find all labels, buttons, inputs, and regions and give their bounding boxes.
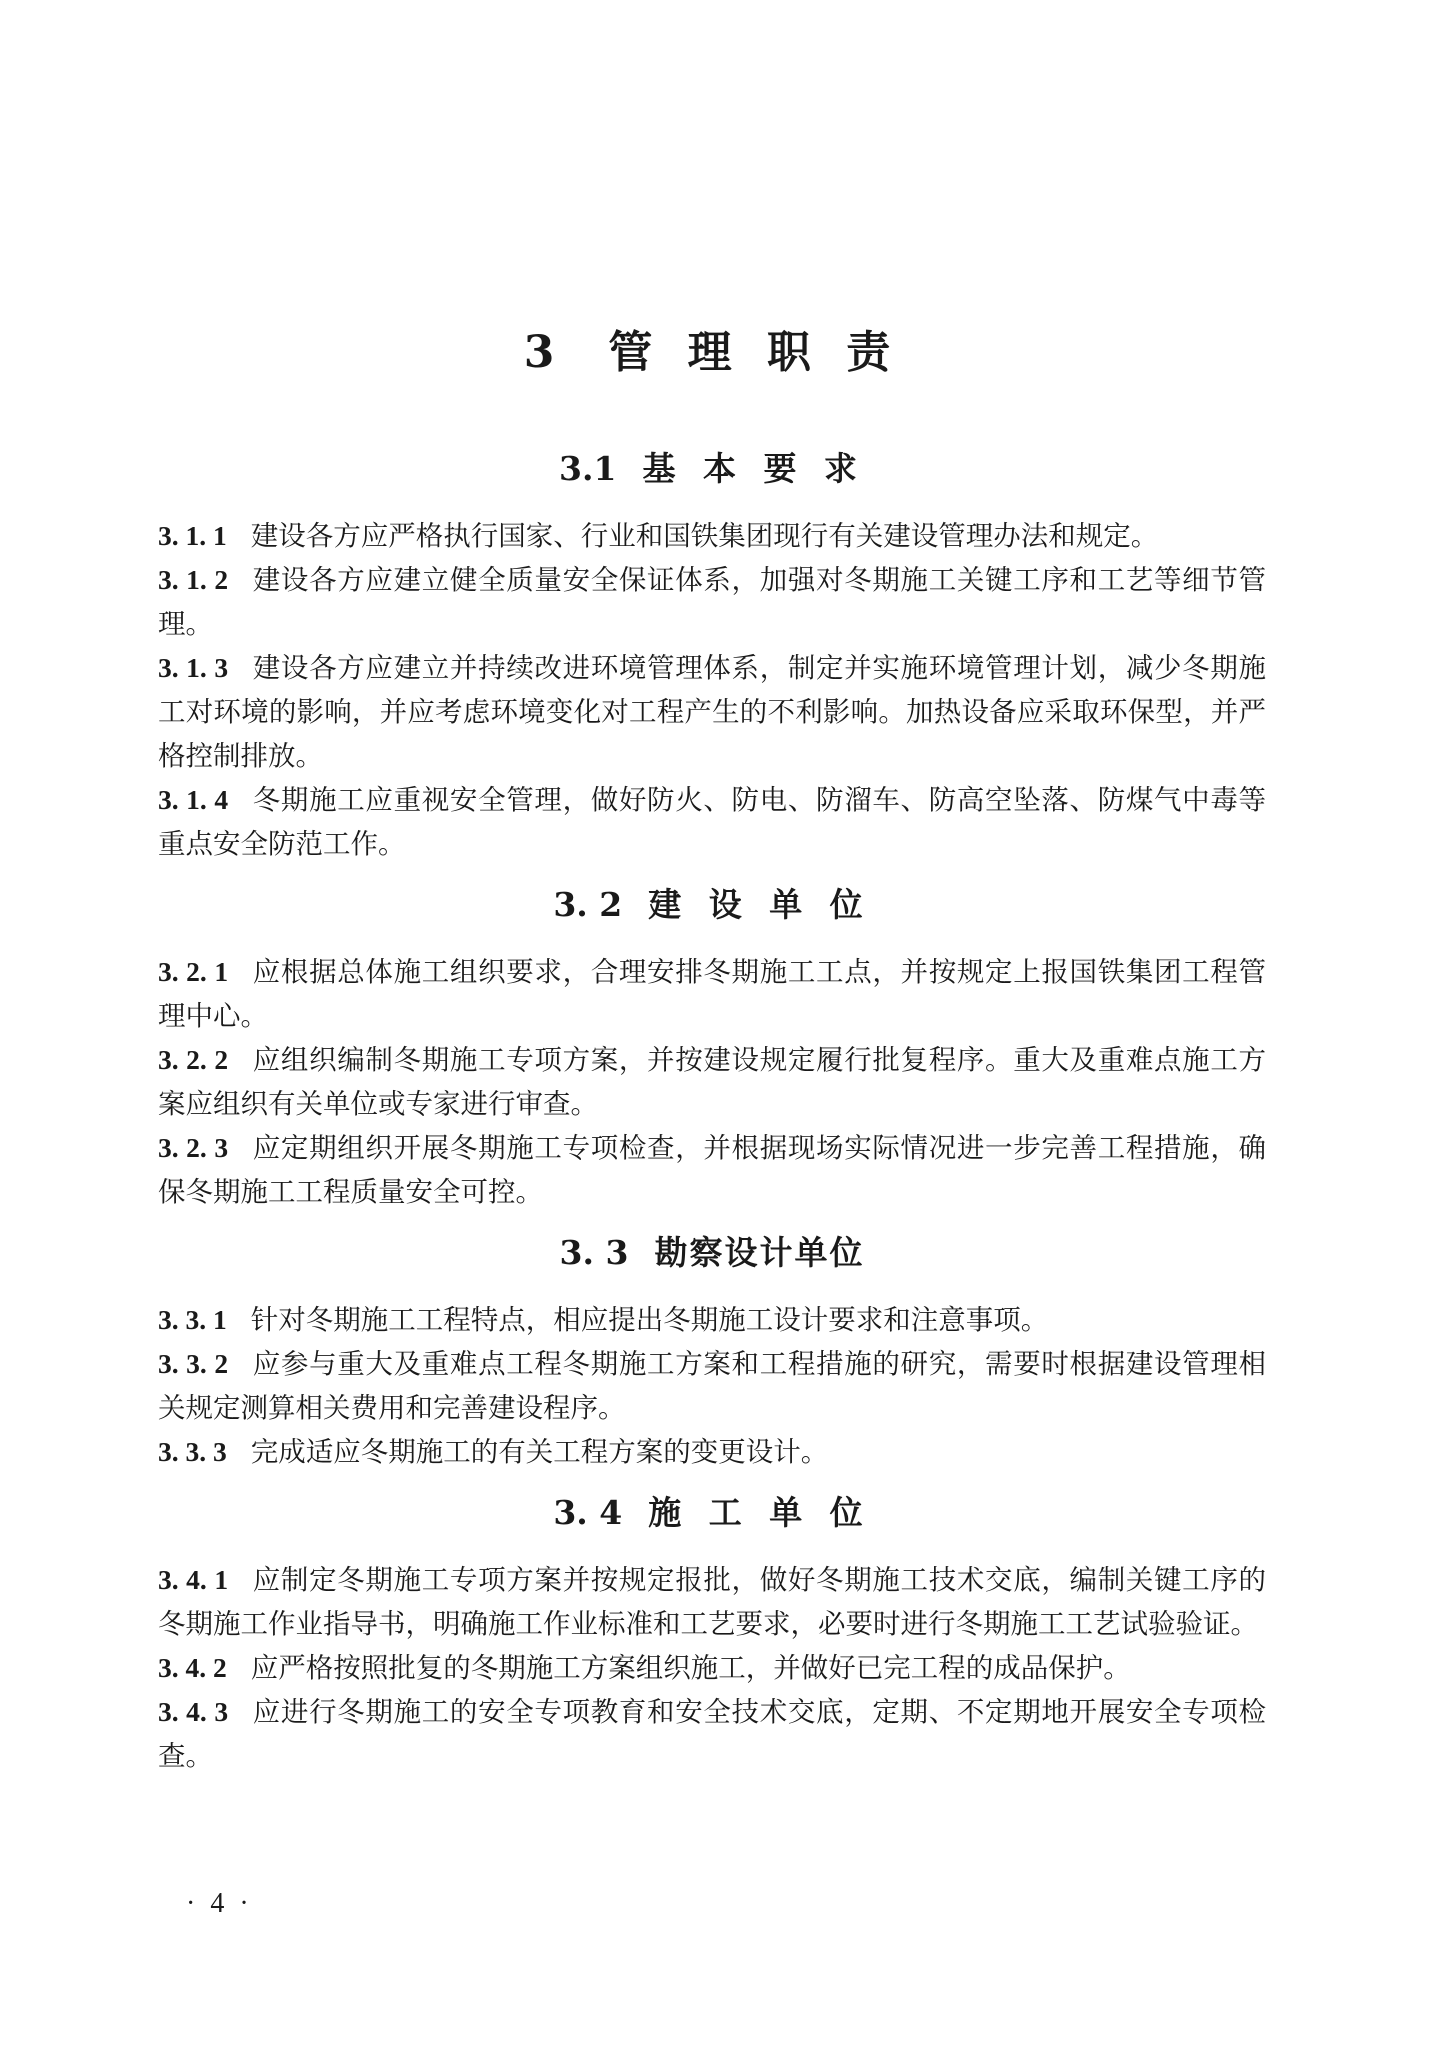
clause-3-4-3: [158, 1690, 1266, 1778]
clause-3-2-3: [158, 1126, 1266, 1214]
clause-text: 应定期组织开展冬期施工专项检查，并根据现场实际情况进一步完善工程措施，确保冬期施工工程质量安全可控。: [158, 1132, 1267, 1208]
clause-3-3-3: [158, 1430, 1266, 1474]
section-title-3-3: [158, 1230, 1266, 1276]
section-title-3-4: [158, 1490, 1266, 1536]
clause-3-4-2: [158, 1646, 1266, 1690]
clause-number: 3. 1. 1: [158, 520, 227, 551]
section-number: 3. 3: [559, 1233, 629, 1272]
clause-3-2-1: [158, 950, 1266, 1038]
section-heading: 勘察设计单位: [654, 1233, 865, 1272]
clause-text: 建设各方应建立并持续改进环境管理体系，制定并实施环境管理计划，减少冬期施工对环境的影响，并应考虑环境变化对工程产生的不利影响。加热设备应采取环保型，并严格控制排放。: [158, 652, 1267, 772]
clause-number: 3. 4. 2: [158, 1652, 227, 1683]
clause-3-1-1: [158, 514, 1266, 558]
clause-3-1-3: [158, 646, 1266, 778]
chapter-title: [158, 322, 1266, 384]
clause-text: 应进行冬期施工的安全专项教育和安全技术交底，定期、不定期地开展安全专项检查。: [158, 1696, 1267, 1772]
clause-3-3-2: [158, 1342, 1266, 1430]
page-number: · 4 ·: [186, 1888, 253, 1919]
clause-text: 应根据总体施工组织要求，合理安排冬期施工工点，并按规定上报国铁集团工程管理中心。: [158, 956, 1267, 1032]
chapter-number: 3: [523, 327, 565, 378]
section-number: 3. 4: [553, 1493, 623, 1532]
section-heading: 基 本 要 求: [642, 449, 865, 488]
clause-3-2-2: [158, 1038, 1266, 1126]
clause-number: 3. 4. 3: [158, 1696, 229, 1727]
section-title-3-2: [158, 882, 1266, 928]
clause-text: 完成适应冬期施工的有关工程方案的变更设计。: [250, 1436, 829, 1468]
section-number: 3. 2: [553, 885, 623, 924]
clause-text: 针对冬期施工工程特点，相应提出冬期施工设计要求和注意事项。: [250, 1304, 1049, 1336]
clause-text: 应组织编制冬期施工专项方案，并按建设规定履行批复程序。重大及重难点施工方案应组织有关单位或专家进行审查。: [158, 1044, 1267, 1120]
section-heading: 施 工 单 位: [648, 1493, 871, 1532]
clause-text: 建设各方应建立健全质量安全保证体系，加强对冬期施工关键工序和工艺等细节管理。: [158, 564, 1267, 640]
section-number: 3.1: [559, 449, 617, 488]
clause-text: 应严格按照批复的冬期施工方案组织施工，并做好已完工程的成品保护。: [250, 1652, 1131, 1684]
clause-3-1-4: [158, 778, 1266, 866]
clause-number: 3. 3. 2: [158, 1348, 229, 1379]
clause-number: 3. 2. 2: [158, 1044, 229, 1075]
clause-text: 应参与重大及重难点工程冬期施工方案和工程措施的研究，需要时根据建设管理相关规定测算相关费用和完善建设程序。: [158, 1348, 1267, 1424]
clause-number: 3. 1. 2: [158, 564, 229, 595]
clause-number: 3. 3. 3: [158, 1436, 227, 1467]
document-body: [158, 322, 1266, 1778]
clause-3-3-1: [158, 1298, 1266, 1342]
clause-number: 3. 1. 3: [158, 652, 229, 683]
clause-number: 3. 1. 4: [158, 784, 229, 815]
clause-number: 3. 2. 3: [158, 1132, 229, 1163]
clause-text: 应制定冬期施工专项方案并按规定报批，做好冬期施工技术交底，编制关键工序的冬期施工作业指导书，明确施工作业标准和工艺要求，必要时进行冬期施工工艺试验验证。: [158, 1564, 1267, 1640]
clause-3-1-2: [158, 558, 1266, 646]
clause-text: 冬期施工应重视安全管理，做好防火、防电、防溜车、防高空坠落、防煤气中毒等重点安全防范工作。: [158, 784, 1267, 860]
clause-number: 3. 4. 1: [158, 1564, 229, 1595]
clause-3-4-1: [158, 1558, 1266, 1646]
chapter-heading: 管 理 职 责: [608, 327, 901, 378]
clause-number: 3. 2. 1: [158, 956, 229, 987]
section-heading: 建 设 单 位: [648, 885, 871, 924]
clause-number: 3. 3. 1: [158, 1304, 227, 1335]
clause-text: 建设各方应严格执行国家、行业和国铁集团现行有关建设管理办法和规定。: [250, 520, 1159, 552]
section-title-3-1: [158, 446, 1266, 492]
